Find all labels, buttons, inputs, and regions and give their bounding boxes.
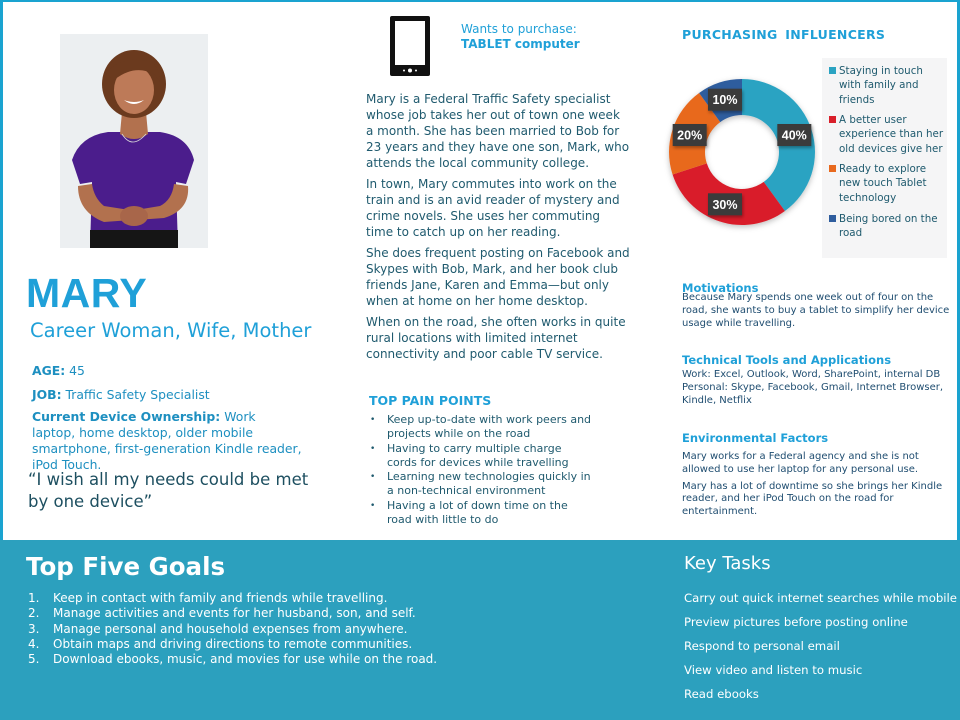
purchase-intent: [461, 22, 580, 52]
goal-number: 5.: [28, 652, 40, 667]
persona-role: Career Woman, Wife, Mother: [30, 319, 312, 342]
chart-title: PURCHASING INFLUENCERS: [682, 27, 886, 42]
key-task-item: Read ebooks: [684, 687, 759, 701]
goal-item: [28, 637, 437, 652]
legend-label: A better user experience than her old devices give her: [839, 114, 944, 155]
goal-number: 1.: [28, 591, 40, 605]
bio-paragraph: She does frequent posting on Facebook and Skypes with Bob, Mark, and her book club friends Jane, Karen and Emma—but only when at home on her home desktop.: [366, 246, 630, 308]
legend-swatch: [829, 67, 836, 74]
fact-device-ownership: [32, 409, 302, 473]
key-tasks-list: [684, 586, 957, 706]
goal-number: 2.: [28, 606, 40, 621]
purchasing-influencers-donut: [660, 70, 825, 240]
pain-points-list: [369, 413, 594, 527]
tools-personal: Personal: Skype, Facebook, Gmail, Internet Browser, Kindle, Netflix: [682, 381, 944, 406]
environment-body: [682, 451, 954, 523]
data-label-text: 10%: [712, 93, 738, 108]
goal-item: [28, 622, 437, 637]
goal-text: Obtain maps and driving directions to remote communities.: [53, 636, 413, 651]
persona-photo: [60, 34, 208, 248]
age-value: 45: [69, 363, 85, 378]
job-label: JOB:: [32, 387, 62, 402]
key-task-item: Carry out quick internet searches while mobile: [684, 591, 957, 605]
legend-label: Staying in touch with family and friends: [839, 65, 923, 106]
goal-text: Download ebooks, music, and movies for use while on the road.: [53, 652, 438, 667]
tools-body: [682, 369, 954, 407]
goal-number: 4.: [28, 636, 40, 651]
data-label-text: 20%: [677, 128, 703, 143]
motivations-body: Because Mary spends one week out of four on the road, she wants to buy a tablet to simplify her device usage while travelling.: [682, 292, 950, 329]
data-label: [708, 89, 742, 111]
data-label: [673, 124, 707, 146]
key-task-item: View video and listen to music: [684, 663, 863, 677]
goal-text: Keep in contact with family and friends while travelling.: [53, 591, 388, 605]
pain-point-item: • Keep up-to-date with work peers and projects while on the road: [369, 413, 594, 442]
data-label-text: 40%: [781, 128, 807, 143]
goal-number: 3.: [28, 621, 40, 636]
fact-age: [32, 363, 85, 379]
legend-item: [829, 113, 947, 156]
goal-item: [28, 591, 437, 606]
goal-text: Manage personal and household expenses from anywhere.: [53, 621, 408, 636]
environment-paragraph: Mary has a lot of downtime so she brings her Kindle reader, and her iPod Touch on the road for entertainment.: [682, 480, 943, 518]
data-label-text: 30%: [712, 197, 738, 212]
data-label: [777, 124, 811, 146]
environment-title: Environmental Factors: [682, 431, 829, 445]
pain-point-item: • Having a lot of down time on the road with little to do: [369, 499, 594, 528]
persona-bio: [366, 91, 630, 367]
device-label: Current Device Ownership:: [32, 409, 221, 424]
pain-point-item: • Learning new technologies quickly in a non-technical environment: [369, 470, 594, 499]
key-tasks-title: Key Tasks: [684, 553, 771, 574]
goals-list: [28, 591, 437, 667]
pain-points-title: TOP PAIN POINTS: [369, 393, 492, 408]
legend-item: [829, 162, 947, 205]
data-label: [708, 193, 742, 215]
device-value: Work laptop, home desktop, older mobile smartphone, first-generation Kindle reader, iPod Touch.: [32, 409, 302, 472]
tablet-icon: [390, 16, 430, 76]
key-task-item: Respond to personal email: [684, 639, 840, 653]
persona-name: MARY: [26, 270, 148, 316]
legend-item: [829, 212, 947, 241]
environment-paragraph: Mary works for a Federal agency and she is not allowed to use her laptop for any personal use.: [682, 451, 919, 475]
legend-label: Ready to explore new touch Tablet technology: [839, 163, 927, 204]
motivations-title: Motivations: [682, 281, 759, 295]
purchase-label: Wants to purchase:: [461, 22, 577, 36]
goal-item: [28, 652, 437, 667]
fact-job: [32, 387, 210, 403]
age-label: AGE:: [32, 363, 66, 378]
bio-paragraph: When on the road, she often works in quite rural locations with limited internet connectivity and poor cable TV service.: [366, 315, 626, 361]
chart-legend: [822, 58, 947, 258]
legend-item: [829, 64, 947, 107]
goal-item: [28, 606, 437, 621]
legend-swatch: [829, 165, 836, 172]
job-value: Traffic Safety Specialist: [65, 387, 210, 402]
persona-quote: “I wish all my needs could be met by one device”: [28, 470, 309, 511]
legend-label: Being bored on the road: [839, 213, 938, 240]
tools-work: Work: Excel, Outlook, Word, SharePoint, internal DB: [682, 369, 941, 380]
bio-paragraph: Mary is a Federal Traffic Safety specialist whose job takes her out of town one week a month. She has been married to Bob for 23 years and they have one son, Mark, who attends the local community college.: [366, 92, 630, 170]
legend-swatch: [829, 215, 836, 222]
goals-title: Top Five Goals: [26, 552, 226, 581]
portrait-image: [60, 34, 208, 248]
legend-swatch: [829, 116, 836, 123]
goal-text: Manage activities and events for her husband, son, and self.: [53, 606, 416, 621]
purchase-product: TABLET computer: [461, 37, 580, 51]
pain-point-item: • Having to carry multiple charge cords for devices while travelling: [369, 442, 594, 471]
bio-paragraph: In town, Mary commutes into work on the train and is an avid reader of mystery and crime novels. She uses her commuting time to catch up on her reading.: [366, 177, 620, 239]
tools-title: Technical Tools and Applications: [682, 353, 892, 367]
key-task-item: Preview pictures before posting online: [684, 615, 908, 629]
